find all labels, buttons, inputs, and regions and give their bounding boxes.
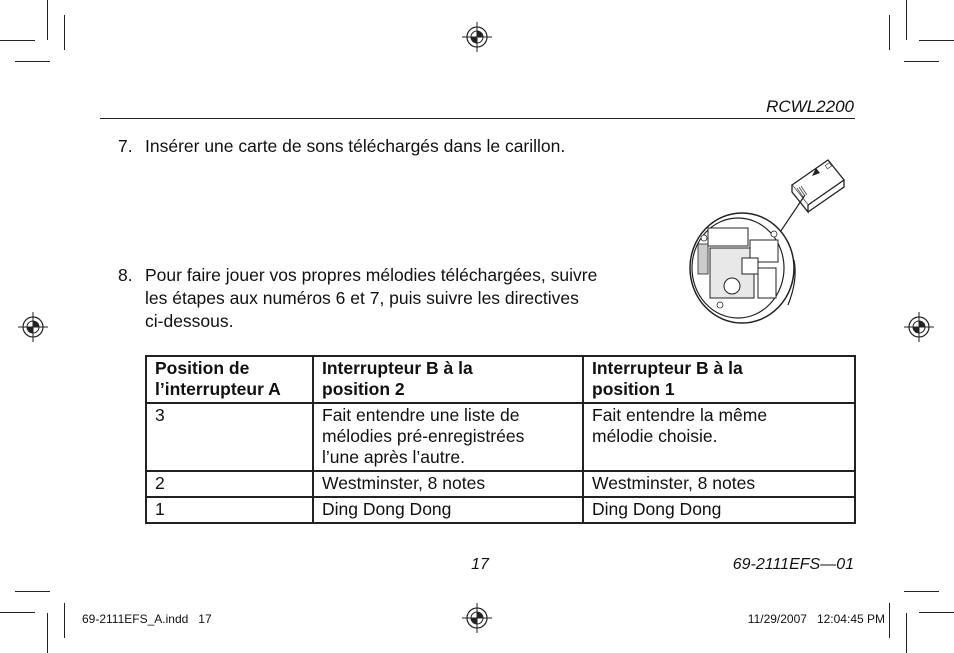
cell-line: mélodie choisie.: [592, 426, 718, 446]
cell-line: Fait entendre la même: [592, 405, 768, 425]
table-row: [146, 471, 855, 497]
document-number: 69-2111EFS—01: [732, 556, 854, 573]
crop-mark: [15, 61, 50, 62]
table-cell: Ding Dong Dong: [313, 497, 583, 523]
table-cell: [313, 403, 583, 471]
table-header-cell: [313, 356, 583, 403]
step-8: [118, 264, 658, 336]
table-cell: Westminster, 8 notes: [313, 471, 583, 497]
crop-mark: [906, 0, 907, 40]
table-header-cell: [146, 356, 313, 403]
model-number: RCWL2200: [766, 97, 854, 116]
header-line: l’interrupteur A: [155, 379, 281, 399]
step-7: [118, 135, 638, 158]
chime-body-icon: [690, 213, 795, 323]
crop-mark: [904, 591, 939, 592]
crop-mark: [64, 15, 65, 50]
header-line: position 1: [592, 379, 675, 399]
table-row: [146, 403, 855, 471]
crop-mark: [15, 591, 50, 592]
step-number: 7.: [118, 136, 133, 156]
table-cell: [583, 403, 855, 471]
slug-filename: 69-2111EFS_A.indd 17: [82, 612, 212, 626]
table-header-row: [146, 356, 855, 403]
table-cell: 1: [146, 497, 313, 523]
table-cell: Westminster, 8 notes: [583, 471, 855, 497]
registration-mark-icon: [462, 22, 492, 52]
table-cell: 2: [146, 471, 313, 497]
switch-settings-table: [145, 355, 856, 524]
cell-line: l’une après l’autre.: [322, 447, 465, 467]
table-header-cell: [583, 356, 855, 403]
crop-mark: [919, 612, 954, 613]
cell-line: mélodies pré-enregistrées: [322, 426, 525, 446]
step-text-line: ci-dessous.: [145, 311, 234, 331]
header-line: Interrupteur B à la: [322, 358, 473, 378]
header-line: Position de: [155, 358, 250, 378]
table-cell: Ding Dong Dong: [583, 497, 855, 523]
table-cell: 3: [146, 403, 313, 471]
crop-mark: [0, 612, 35, 613]
crop-mark: [919, 40, 954, 41]
cell-line: Fait entendre une liste de: [322, 405, 520, 425]
crop-mark: [906, 613, 907, 653]
registration-mark-icon: [462, 603, 492, 633]
crop-mark: [889, 15, 890, 50]
page-number: 17: [471, 556, 489, 573]
step-number: 8.: [118, 265, 133, 285]
header-line: Interrupteur B à la: [592, 358, 743, 378]
crop-mark: [64, 603, 65, 638]
registration-mark-icon: [904, 312, 934, 342]
table-row: [146, 497, 855, 523]
registration-mark-icon: [18, 312, 48, 342]
step-text-line: les étapes aux numéros 6 et 7, puis suivre les directives: [145, 288, 579, 308]
crop-mark: [47, 0, 48, 40]
crop-mark: [0, 40, 35, 41]
crop-mark: [889, 603, 890, 638]
header-rule: [100, 118, 855, 119]
slug-timestamp: 11/29/2007 12:04:45 PM: [747, 612, 885, 626]
sound-card-icon: [792, 160, 844, 212]
header-line: position 2: [322, 379, 405, 399]
crop-mark: [904, 61, 939, 62]
chime-sound-card-illustration: [680, 140, 860, 340]
step-text: Insérer une carte de sons téléchargés dans le carillon.: [145, 136, 566, 156]
step-text-line: Pour faire jouer vos propres mélodies téléchargées, suivre: [145, 265, 598, 285]
crop-mark: [47, 613, 48, 653]
